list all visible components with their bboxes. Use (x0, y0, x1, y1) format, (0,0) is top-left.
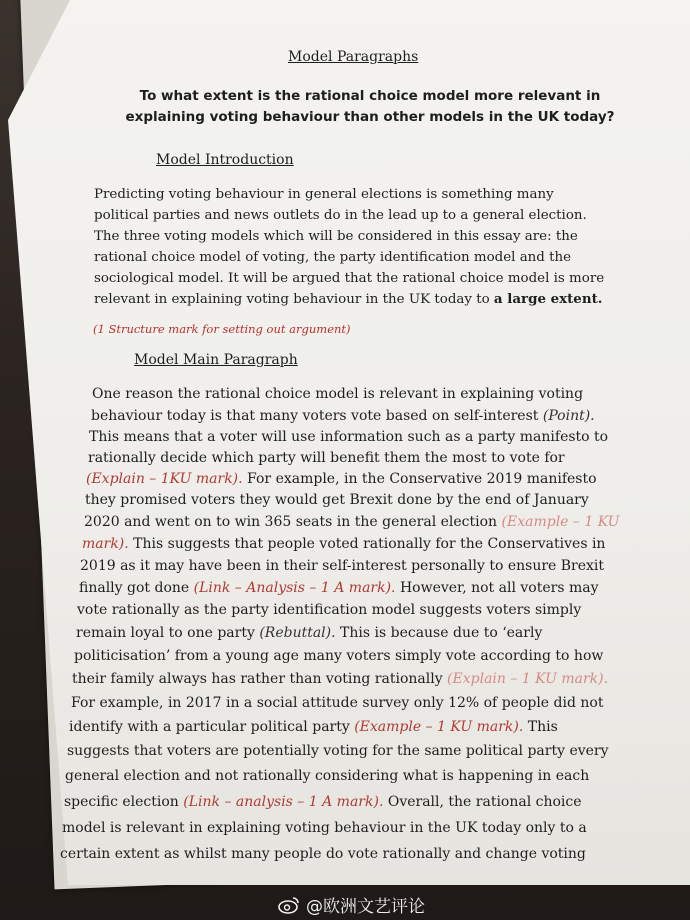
rebuttal-mark: (Rebuttal). (259, 625, 336, 641)
main-line-text: identify with a particular political party (69, 719, 355, 735)
main-line (64, 792, 582, 812)
main-line-text: Overall, the rational choice (383, 794, 582, 810)
main-line: suggests that voters are potentially voting for the same political party every (67, 743, 609, 759)
intro-paragraph (94, 184, 614, 310)
main-line (76, 623, 542, 643)
explain-mark: (Explain – 1KU mark). (86, 471, 243, 487)
main-line (82, 534, 605, 554)
main-line: politicisation’ from a young age many voters simply vote according to how (74, 648, 604, 664)
intro-line: rational choice model of voting, the party identification model and the (94, 250, 572, 265)
main-line: general election and not rationally considering what is happening in each (65, 768, 590, 784)
example-mark: (Example – 1 KU (501, 514, 620, 530)
main-line-text: finally got done (79, 580, 194, 596)
intro-line: sociological model. It will be argued that the rational choice model is more (94, 271, 605, 286)
main-line (79, 578, 599, 598)
main-line: rationally decide which party will benefit them the most to vote for (88, 450, 565, 466)
main-line (91, 406, 595, 426)
main-line-text: 2020 and went on to win 365 seats in the general election (84, 514, 502, 530)
example-mark: (Example – 1 KU mark). (354, 719, 524, 735)
main-line (86, 469, 597, 489)
intro-line: Predicting voting behaviour in general elections is something many (94, 187, 554, 202)
main-heading: Model Main Paragraph (134, 352, 298, 368)
main-line (84, 512, 619, 532)
intro-line-text: relevant in explaining voting behaviour in the UK today to (94, 292, 494, 307)
watermark-text: @欧洲文艺评论 (306, 897, 425, 917)
main-line: One reason the rational choice model is relevant in explaining voting (92, 386, 584, 402)
intro-mark-annotation: (1 Structure mark for setting out argument) (93, 322, 351, 336)
point-mark: (Point). (542, 408, 595, 424)
intro-bold-phrase: a large extent. (493, 291, 603, 307)
main-line-text: behaviour today is that many voters vote based on self-interest (91, 408, 543, 424)
main-line-text: This suggests that people voted rationally for the Conservatives in (128, 536, 606, 552)
main-line: For example, in 2017 in a social attitude survey only 12% of people did not (71, 695, 604, 711)
watermark (278, 892, 425, 917)
intro-line: political parties and news outlets do in the lead up to a general election. (94, 208, 587, 223)
intro-heading: Model Introduction (156, 152, 294, 168)
main-line: This means that a voter will use information such as a party manifesto to (89, 429, 609, 445)
main-line: certain extent as whilst many people do vote rationally and change voting (60, 846, 586, 862)
main-line (69, 717, 558, 737)
main-line: 2019 as it may have been in their self-interest personally to ensure Brexit (80, 558, 605, 574)
main-line (72, 669, 608, 689)
explain-mark: (Explain – 1 KU mark). (447, 671, 609, 687)
intro-line: The three voting models which will be considered in this essay are: the (94, 229, 578, 244)
document-title: Model Paragraphs (288, 49, 419, 65)
main-line-text: This (523, 719, 558, 735)
main-line-text: For example, in the Conservative 2019 manifesto (242, 471, 597, 487)
link-analysis-mark: (Link – Analysis – 1 A mark). (193, 580, 396, 596)
weibo-icon (278, 896, 300, 914)
main-line-text: their family always has rather than voting rationally (72, 671, 448, 687)
main-line: vote rationally as the party identification model suggests voters simply (77, 602, 582, 618)
main-line-text: This is because due to ‘early (335, 625, 543, 641)
example-mark: mark). (82, 536, 129, 552)
link-analysis-mark: (Link – analysis – 1 A mark). (183, 794, 384, 810)
main-line-text: However, not all voters may (395, 580, 599, 596)
main-line-text: specific election (64, 794, 184, 810)
main-line-text: remain loyal to one party (76, 625, 260, 641)
main-line: model is relevant in explaining voting behaviour in the UK today only to a (62, 820, 587, 836)
essay-question: To what extent is the rational choice model more relevant in explaining voting behaviour than other models in the UK today? (125, 88, 615, 125)
intro-line (94, 289, 614, 310)
main-line: they promised voters they would get Brexit done by the end of January (85, 492, 589, 508)
